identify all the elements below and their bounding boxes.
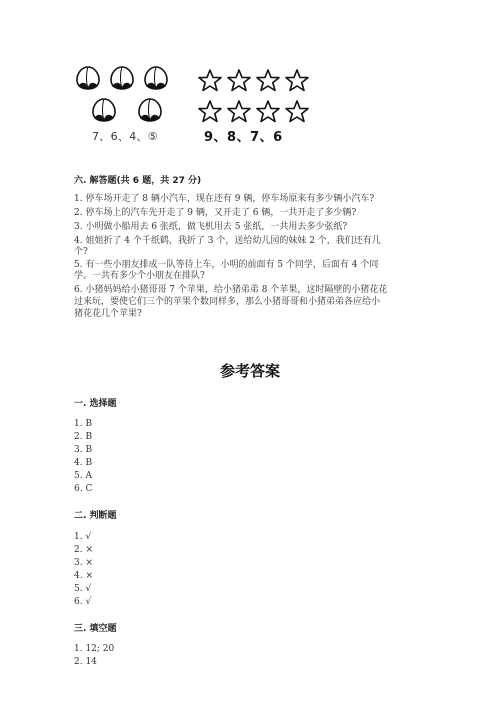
peach-caption: 7、6、4、⑤ <box>92 130 158 143</box>
answers-title: 参考答案 <box>219 362 280 380</box>
answer-item: 3. B <box>74 445 93 455</box>
answer-item: 4. B <box>74 458 93 468</box>
question-line: 猪花花几个苹果? <box>74 309 142 319</box>
peach-icon <box>145 67 167 89</box>
star-outline-icon <box>199 70 221 91</box>
peach-icon <box>139 99 161 121</box>
peach-icon <box>111 67 133 89</box>
answer-item: 1. B <box>74 419 93 429</box>
star-outline-icon <box>257 101 279 122</box>
section-6-title: 六. 解答题(共 6 题，共 27 分) <box>74 176 202 186</box>
answer-item: 5. √ <box>74 584 92 594</box>
star-outline-icon <box>228 70 250 91</box>
star-outline-icon <box>228 101 250 122</box>
question-line: 4. 姐姐折了 4 个千纸鹤，我折了 3 个，送给幼儿园的妹妹 2 个，我们还有几 <box>74 236 381 246</box>
star-outline-icon <box>199 101 221 122</box>
answer-section-title: 一. 选择题 <box>74 399 117 409</box>
answer-item: 4. × <box>74 571 93 581</box>
answer-item: 1. √ <box>74 532 92 542</box>
answer-item: 6. √ <box>74 597 92 607</box>
question-line: 1. 停车场开走了 8 辆小汽车，现在还有 9 辆，停车场原来有多少辆小汽车? <box>74 194 375 204</box>
star-outline-icon <box>286 70 308 91</box>
star-caption: 9、8、7、6 <box>204 130 283 145</box>
answer-item: 6. C <box>74 484 93 494</box>
question-line: 2. 停车场上的汽车先开走了 9 辆，又开走了 6 辆，一共开走了多少辆? <box>74 208 357 218</box>
peach-icon <box>93 99 115 121</box>
question-line: 个? <box>74 247 88 257</box>
answer-item: 2. B <box>74 432 93 442</box>
answer-item: 2. 14 <box>74 657 97 667</box>
question-line: 学。一共有多少个小朋友在排队? <box>74 271 205 281</box>
question-line: 5. 有一些小朋友排成一队等待上车，小明的前面有 5 个同学，后面有 4 个同 <box>74 260 379 270</box>
answer-item: 2. × <box>74 545 93 555</box>
answer-item: 5. A <box>74 471 92 481</box>
star-outline-icon <box>257 70 279 91</box>
answer-item: 3. × <box>74 558 93 568</box>
question-line: 6. 小猪妈妈给小猪哥哥 7 个苹果，给小猪弟弟 8 个苹果，这时隔壁的小猪花花 <box>74 285 388 295</box>
question-line: 3. 小明做小船用去 6 张纸，做飞机用去 5 张纸，一共用去多少张纸? <box>74 222 348 232</box>
question-line: 过来玩，要使它们三个的苹果个数同样多，那么小猪哥哥和小猪弟弟各应给小 <box>74 297 381 307</box>
star-outline-icon <box>286 101 308 122</box>
answer-section-title: 三. 填空题 <box>74 624 117 634</box>
answer-item: 1. 12; 20 <box>74 644 115 654</box>
answer-section-title: 二. 判断题 <box>74 511 117 521</box>
peach-icon <box>77 67 99 89</box>
